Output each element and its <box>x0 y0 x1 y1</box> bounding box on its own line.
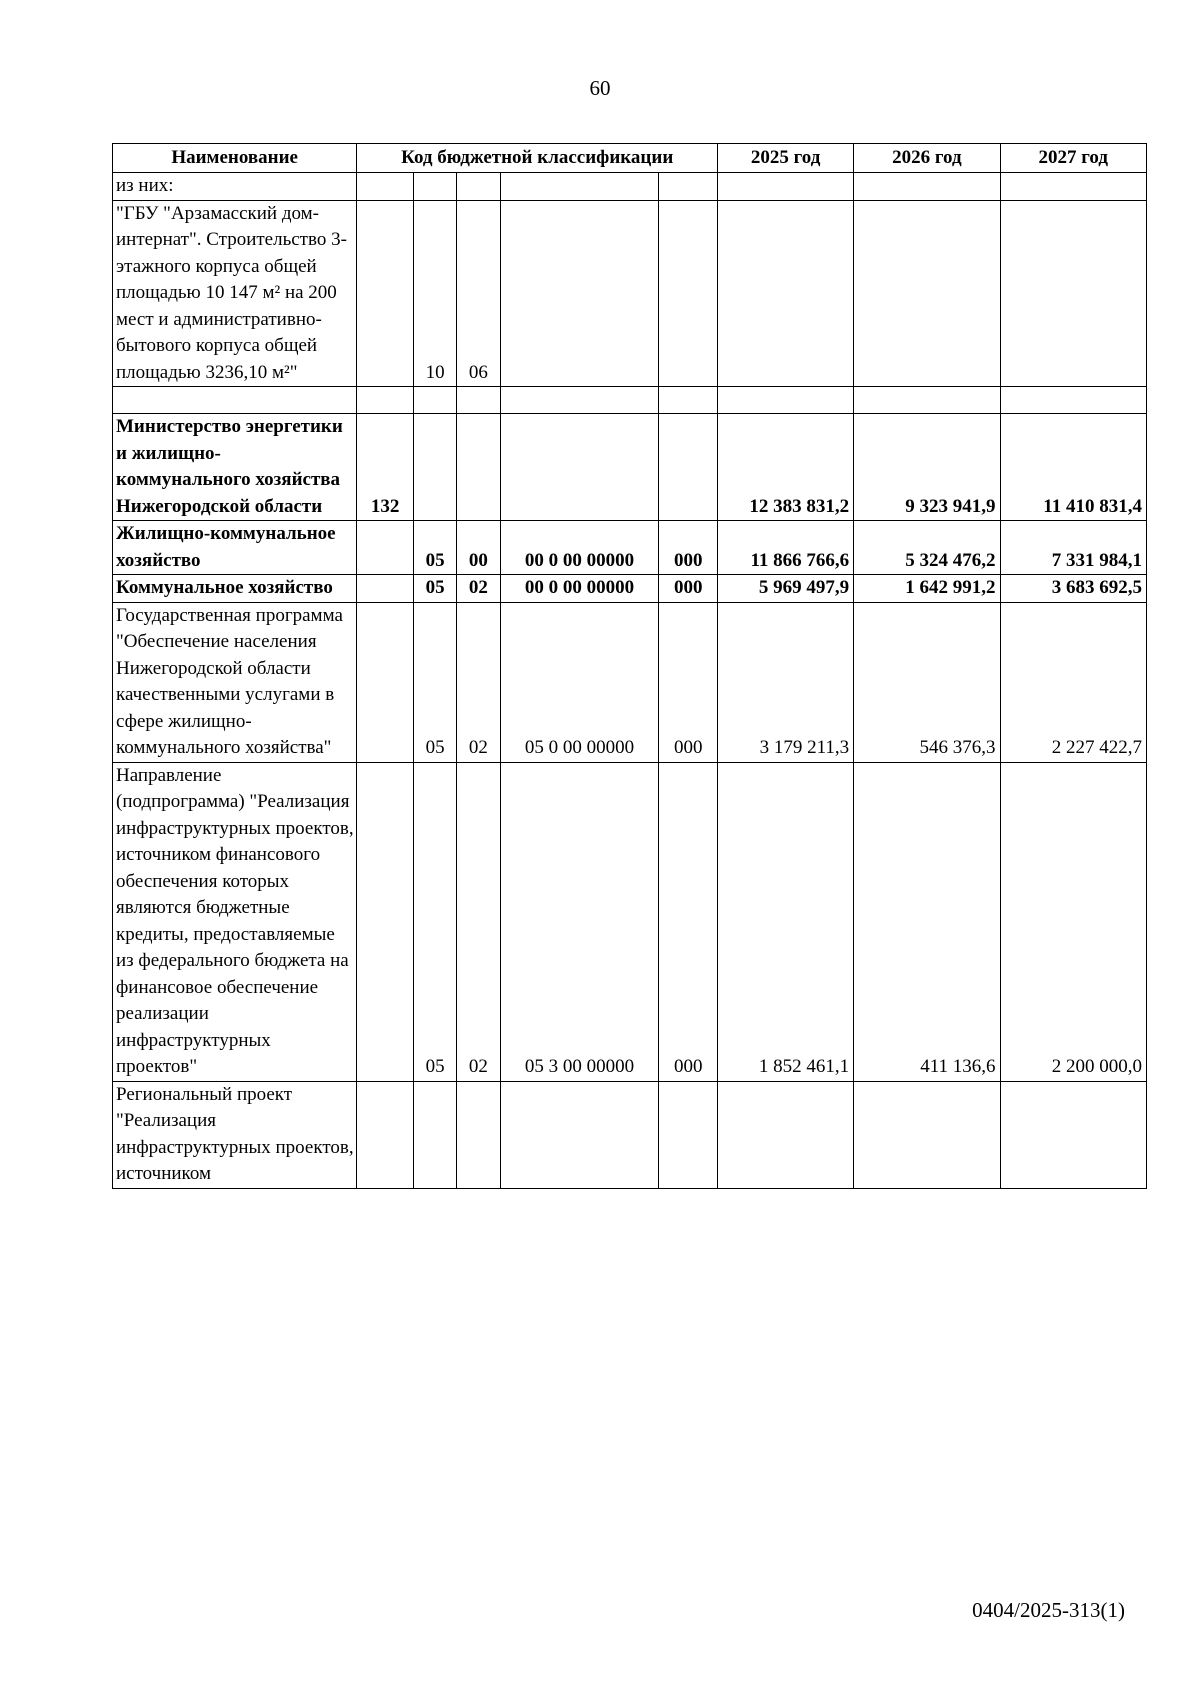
cell-2027: 3 683 692,5 <box>1000 575 1146 603</box>
cell-2026: 546 376,3 <box>854 602 1000 762</box>
table-row <box>113 602 1147 762</box>
cell-target <box>500 414 659 521</box>
cell-target <box>500 1081 659 1188</box>
cell-section: 10 <box>414 200 457 387</box>
cell-subsection <box>457 414 500 521</box>
cell-subsection <box>457 173 500 201</box>
cell-subsection <box>457 387 500 414</box>
cell-2025 <box>718 173 854 201</box>
cell-subsection: 02 <box>457 575 500 603</box>
cell-subsection: 02 <box>457 602 500 762</box>
cell-2025: 5 969 497,9 <box>718 575 854 603</box>
cell-2027 <box>1000 387 1146 414</box>
cell-2026: 9 323 941,9 <box>854 414 1000 521</box>
cell-section: 05 <box>414 575 457 603</box>
cell-expense <box>659 387 718 414</box>
cell-section <box>414 173 457 201</box>
cell-expense <box>659 1081 718 1188</box>
cell-section: 05 <box>414 762 457 1081</box>
page-number: 60 <box>589 76 611 100</box>
table-row <box>113 762 1147 1081</box>
row-name: Региональный проект "Реализация инфраструктурных проектов, источником <box>113 1081 357 1188</box>
cell-ministry <box>357 762 414 1081</box>
cell-target: 05 3 00 00000 <box>500 762 659 1081</box>
cell-ministry <box>357 387 414 414</box>
header-code: Код бюджетной классификации <box>357 144 718 173</box>
cell-section: 05 <box>414 602 457 762</box>
cell-expense: 000 <box>659 762 718 1081</box>
cell-ministry: 132 <box>357 414 414 521</box>
cell-ministry <box>357 521 414 575</box>
table-row <box>113 387 1147 414</box>
cell-section <box>414 414 457 521</box>
cell-expense <box>659 200 718 387</box>
cell-target: 00 0 00 00000 <box>500 575 659 603</box>
cell-2027: 2 200 000,0 <box>1000 762 1146 1081</box>
cell-subsection: 06 <box>457 200 500 387</box>
cell-2026: 5 324 476,2 <box>854 521 1000 575</box>
header-2027: 2027 год <box>1000 144 1146 173</box>
cell-section <box>414 387 457 414</box>
cell-2027: 7 331 984,1 <box>1000 521 1146 575</box>
cell-target: 00 0 00 00000 <box>500 521 659 575</box>
cell-2026 <box>854 173 1000 201</box>
cell-2025 <box>718 200 854 387</box>
cell-2026 <box>854 200 1000 387</box>
cell-2026: 1 642 991,2 <box>854 575 1000 603</box>
table-row <box>113 173 1147 201</box>
cell-ministry <box>357 602 414 762</box>
cell-target <box>500 200 659 387</box>
cell-2025 <box>718 387 854 414</box>
cell-2025 <box>718 1081 854 1188</box>
table-row <box>113 1081 1147 1188</box>
cell-2026: 411 136,6 <box>854 762 1000 1081</box>
table-row <box>113 414 1147 521</box>
cell-ministry <box>357 173 414 201</box>
cell-ministry <box>357 1081 414 1188</box>
row-name <box>113 387 357 414</box>
cell-expense <box>659 414 718 521</box>
row-name: Коммунальное хозяйство <box>113 575 357 603</box>
cell-ministry <box>357 575 414 603</box>
header-2026: 2026 год <box>854 144 1000 173</box>
cell-2025: 11 866 766,6 <box>718 521 854 575</box>
cell-2026 <box>854 1081 1000 1188</box>
cell-2026 <box>854 387 1000 414</box>
cell-section <box>414 1081 457 1188</box>
cell-2025: 1 852 461,1 <box>718 762 854 1081</box>
row-name: Государственная программа "Обеспечение населения Нижегородской области качественными услугами в сфере жилищно-коммунального хозяйства" <box>113 602 357 762</box>
cell-expense <box>659 173 718 201</box>
row-name: Жилищно-коммунальное хозяйство <box>113 521 357 575</box>
header-2025: 2025 год <box>718 144 854 173</box>
row-name: из них: <box>113 173 357 201</box>
cell-2025: 12 383 831,2 <box>718 414 854 521</box>
table-row <box>113 521 1147 575</box>
cell-ministry <box>357 200 414 387</box>
header-name: Наименование <box>113 144 357 173</box>
cell-target <box>500 173 659 201</box>
cell-expense: 000 <box>659 575 718 603</box>
cell-2027: 11 410 831,4 <box>1000 414 1146 521</box>
cell-2027: 2 227 422,7 <box>1000 602 1146 762</box>
cell-expense: 000 <box>659 521 718 575</box>
table-row <box>113 200 1147 387</box>
cell-2025: 3 179 211,3 <box>718 602 854 762</box>
cell-subsection: 00 <box>457 521 500 575</box>
row-name: Направление (подпрограмма) "Реализация инфраструктурных проектов, источником финансового обеспечения которых являются бюджетные кредиты, предоставляемые из федерального бюджета на финансовое обеспечение реализации инфраструктурных проектов" <box>113 762 357 1081</box>
cell-2027 <box>1000 1081 1146 1188</box>
row-name: Министерство энергетики и жилищно-коммунального хозяйства Нижегородской области <box>113 414 357 521</box>
row-name: "ГБУ "Арзамасский дом-интернат". Строительство 3-этажного корпуса общей площадью 10 147 м² на 200 мест и административно-бытового корпуса общей площадью 3236,10 м²" <box>113 200 357 387</box>
cell-target: 05 0 00 00000 <box>500 602 659 762</box>
cell-section: 05 <box>414 521 457 575</box>
cell-subsection: 02 <box>457 762 500 1081</box>
cell-target <box>500 387 659 414</box>
cell-2027 <box>1000 200 1146 387</box>
cell-subsection <box>457 1081 500 1188</box>
budget-table <box>112 143 1147 1189</box>
cell-expense: 000 <box>659 602 718 762</box>
table-header-row <box>113 144 1147 173</box>
document-code: 0404/2025-313(1) <box>972 1598 1125 1622</box>
cell-2027 <box>1000 173 1146 201</box>
table-row <box>113 575 1147 603</box>
